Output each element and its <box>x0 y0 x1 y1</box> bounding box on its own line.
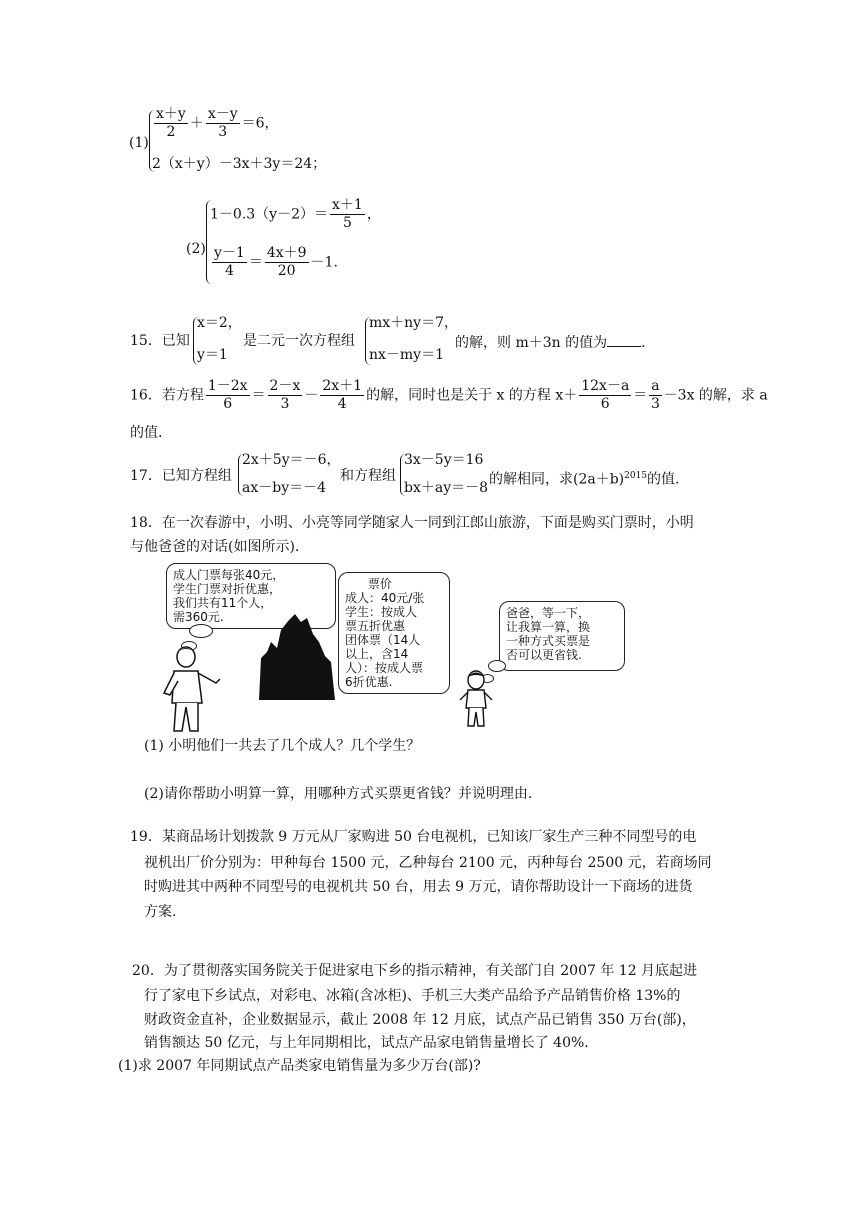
ticket-price-sign: 票价 成人：40元/张 学生：按成人 票五折优惠 团体票（14人 以上，含14 人）：按成人票 6折优惠. <box>338 572 450 694</box>
q14-part2-label: (2) <box>186 241 206 257</box>
fraction: $\frac{x+y}{2}$ <box>156 106 186 140</box>
q14-part2-eq1: 1－0.3（y－2）＝ $\frac{x+1}{5}$ ， <box>210 197 381 231</box>
q20-line3: 财政资金直补，企业数据显示，截止 2008 年 12 月底，试点产品已销售 350 万台(部)， <box>144 1012 696 1028</box>
q17-tail: 的解相同，求$(2a+b)^{2015}$的值. <box>489 471 680 488</box>
q18-sub2: (2)请你帮助小明算一算，用哪种方式买票更省钱？并说明理由. <box>144 786 533 802</box>
q15-middle: 是二元一次方程组 <box>243 333 355 349</box>
q15-sys1-line2: y＝1 <box>197 347 228 363</box>
q14-part1-eq2: 2（x＋y）－3x＋3y＝24； <box>152 156 327 172</box>
q17-middle: 和方程组 <box>340 468 396 484</box>
thought-dot <box>189 624 213 638</box>
q15-sys2-line2: nx－my＝1 <box>369 347 445 363</box>
q20-sub1: (1)求 2007 年同期试点产品类家电销售量为多少万台(部)? <box>118 1058 481 1074</box>
q16-line1: 16．若方程 $\frac{1-2x}{6}$ ＝ $\frac{2-x}{3}$ － $\frac{2x+1}{4}$ 的解，同时也是关于 x 的方程 x＋ $\frac{12x-a}{6}$ ＝ $\frac{a}{3}$ －3x 的解，求 a <box>130 378 768 412</box>
fraction: $\frac{x-y}{3}$ <box>207 106 238 140</box>
q18-line2: 与他爸爸的对话(如图所示). <box>130 539 300 555</box>
q15-sys2-line1: mx＋ny＝7， <box>369 315 459 331</box>
q19-line3: 时购进其中两种不同型号的电视机共 50 台，用去 9 万元，请你帮助设计一下商场的进货 <box>144 879 693 895</box>
q15-lead: 15．已知 <box>130 333 190 349</box>
q19-line1: 19．某商品场计划拨款 9 万元从厂家购进 50 台电视机，已知该厂家生产三种不同型号的电 <box>130 829 697 845</box>
mountain-icon <box>259 612 335 700</box>
q15-sys1-line1: x＝2， <box>197 315 242 331</box>
q17-sys1-line2: ax－by＝－4 <box>242 480 327 496</box>
q14-part1-label: (1) <box>129 135 149 151</box>
q20-line2: 行了家电下乡试点，对彩电、冰箱(含冰柜)、手机三大类产品给予产品销售价格 13%的 <box>144 988 681 1004</box>
q14-part2-eq2: $\frac{y-1}{4}$ ＝ $\frac{4x+9}{20}$ －1. <box>214 245 338 279</box>
q17-sys2-line2: bx＋ay＝－8 <box>404 480 489 496</box>
q18-sub1: (1) 小明他们一共去了几个成人？几个学生？ <box>144 738 421 754</box>
father-figure-icon <box>150 645 230 735</box>
fraction: $\frac{a}{3}$ <box>651 378 660 412</box>
fraction: $\frac{x+1}{5}$ <box>332 197 363 231</box>
q20-line1: 20．为了贯彻落实国务院关于促进家电下乡的指示精神，有关部门自 2007 年 12 月底起进 <box>132 963 698 979</box>
q15-tail: 的解，则 m＋3n 的值为 . <box>455 332 646 352</box>
q17-lead: 17．已知方程组 <box>130 468 232 484</box>
q19-line4: 方案. <box>144 904 177 920</box>
q16-line2: 的值. <box>130 425 163 441</box>
q17-sys1-line1: 2x＋5y＝－6， <box>242 452 341 468</box>
q20-line4: 销售额达 50 亿元，与上年同期相比，试点产品家电销售量增长了 40%. <box>144 1035 589 1051</box>
answer-blank <box>607 332 641 347</box>
fraction: $\frac{y-1}{4}$ <box>214 245 245 279</box>
child-figure-icon <box>456 670 496 728</box>
q18-line1: 18．在一次春游中，小明、小亮等同学随家人一同到江郎山旅游，下面是购买门票时，小明 <box>130 515 694 531</box>
fraction: $\frac{2x+1}{4}$ <box>322 378 363 412</box>
dad-speech-bubble: 成人门票每张40元， 学生门票对折优惠， 我们共有11个人， 需360元. <box>166 563 336 629</box>
kid-speech-bubble: 爸爸，等一下， 让我算一算，换 一种方式买票是 否可以更省钱. <box>499 601 625 671</box>
q19-line2: 视机出厂价分别为：甲种每台 1500 元，乙种每台 2100 元，丙种每台 2500 元，若商场同 <box>144 855 712 871</box>
fraction: $\frac{4x+9}{20}$ <box>266 245 307 279</box>
q17-sys2-line1: 3x－5y＝16 <box>404 452 484 468</box>
q14-part1-eq1: $\frac{x+y}{2}$ ＋ $\frac{x-y}{3}$ ＝6， <box>156 106 279 140</box>
fraction: $\frac{12x-a}{6}$ <box>581 378 630 412</box>
fraction: $\frac{2-x}{3}$ <box>269 378 301 412</box>
fraction: $\frac{1-2x}{6}$ <box>207 378 248 412</box>
